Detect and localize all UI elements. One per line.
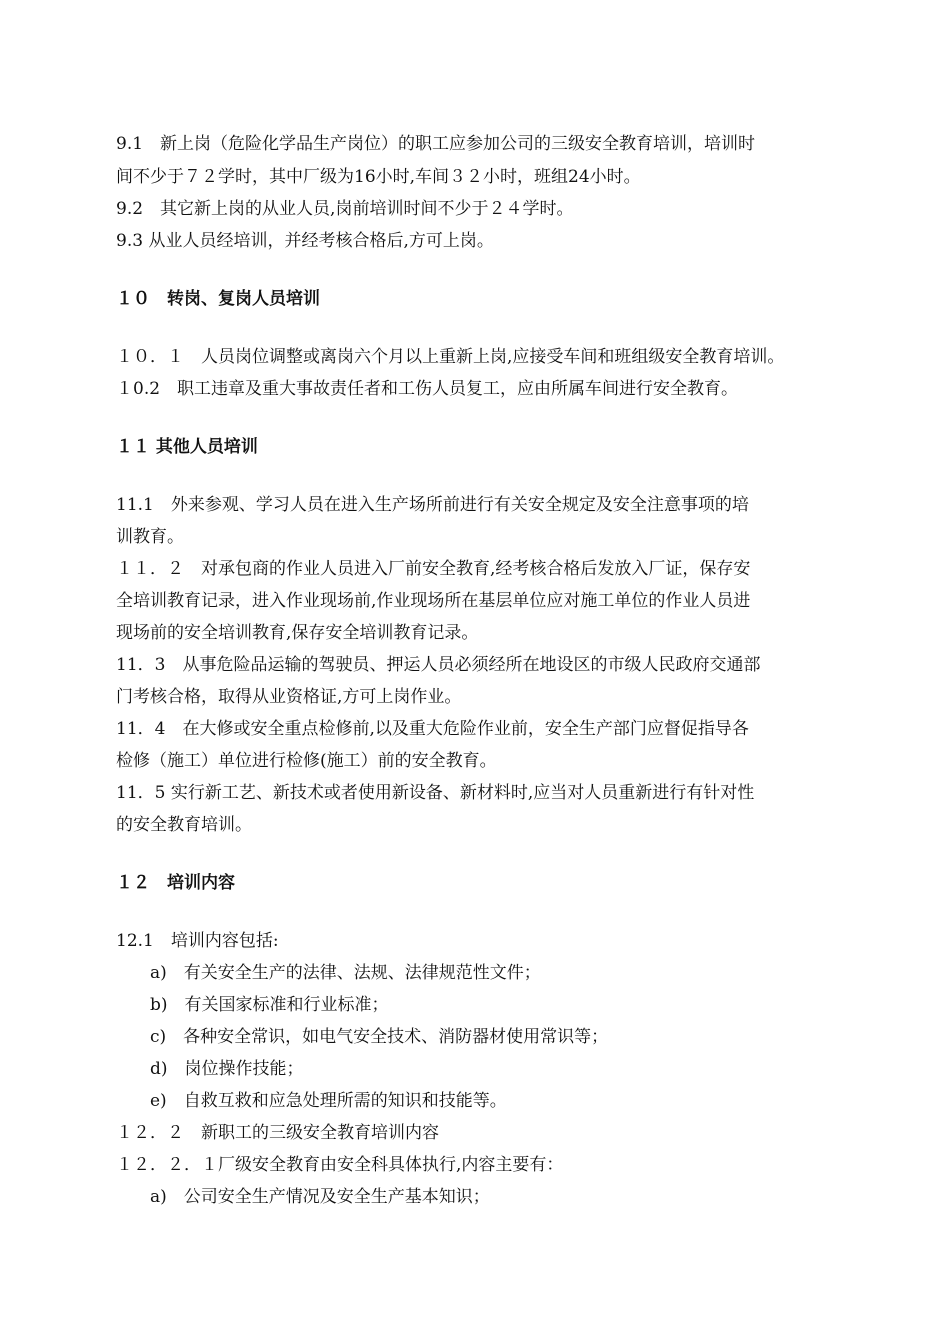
clause-11-5-line-2: 的安全教育培训。 bbox=[116, 815, 252, 835]
clause-11-2-line-1: １１．２ 对承包商的作业人员进入厂前安全教育,经考核合格后发放入厂证，保存安 bbox=[116, 559, 751, 579]
clause-9-3: 9.3 从业人员经培训，并经考核合格后,方可上岗。 bbox=[116, 231, 494, 251]
list-item-b: b) 有关国家标准和行业标准； bbox=[150, 995, 389, 1015]
clause-11-3-line-1: 11．3 从事危险品运输的驾驶员、押运人员必须经所在地设区的市级人民政府交通部 bbox=[116, 655, 761, 675]
clause-10-2: １0.2 职工违章及重大事故责任者和工伤人员复工，应由所属车间进行安全教育。 bbox=[116, 379, 739, 399]
clause-11-4-line-2: 检修（施工）单位进行检修(施工）前的安全教育。 bbox=[116, 751, 497, 771]
clause-9-1-line-1: 9.1 新上岗（危险化学品生产岗位）的职工应参加公司的三级安全教育培训，培训时 bbox=[116, 134, 756, 154]
section-11-heading: １１ 其他人员培训 bbox=[116, 437, 258, 457]
list-item-e: e) 自救互救和应急处理所需的知识和技能等。 bbox=[150, 1091, 507, 1111]
clause-11-2-line-2: 全培训教育记录，进入作业现场前,作业现场所在基层单位应对施工单位的作业人员进 bbox=[116, 591, 751, 611]
clause-12-2-1: １２．２．１厂级安全教育由安全科具体执行,内容主要有： bbox=[116, 1155, 564, 1175]
clause-9-2: 9.2 其它新上岗的从业人员,岗前培训时间不少于２４学时。 bbox=[116, 199, 574, 219]
section-12-heading: １２ 培训内容 bbox=[116, 873, 235, 893]
list-item-a: a) 有关安全生产的法律、法规、法律规范性文件； bbox=[150, 963, 541, 983]
section-10-heading: １０ 转岗、复岗人员培训 bbox=[116, 289, 320, 309]
clause-11-2-line-3: 现场前的安全培训教育,保存安全培训教育记录。 bbox=[116, 623, 479, 643]
clause-12-2: １２．２ 新职工的三级安全教育培训内容 bbox=[116, 1123, 439, 1143]
clause-11-1-line-2: 训教育。 bbox=[116, 527, 184, 547]
clause-11-3-line-2: 门考核合格，取得从业资格证,方可上岗作业。 bbox=[116, 687, 462, 707]
list-item-d: d) 岗位操作技能； bbox=[150, 1059, 304, 1079]
list-item-a-factory: a) 公司安全生产情况及安全生产基本知识； bbox=[150, 1187, 490, 1207]
clause-12-1: 12.1 培训内容包括: bbox=[116, 931, 279, 951]
clause-11-5-line-1: 11．5 实行新工艺、新技术或者使用新设备、新材料时,应当对人员重新进行有针对性 bbox=[116, 783, 755, 803]
clause-9-1-line-2: 间不少于７２学时，其中厂级为16小时,车间３２小时，班组24小时。 bbox=[116, 167, 641, 187]
list-item-c: c) 各种安全常识，如电气安全技术、消防器材使用常识等； bbox=[150, 1027, 609, 1047]
clause-11-1-line-1: 11.1 外来参观、学习人员在进入生产场所前进行有关安全规定及安全注意事项的培 bbox=[116, 495, 749, 515]
clause-11-4-line-1: 11．4 在大修或安全重点检修前,以及重大危险作业前，安全生产部门应督促指导各 bbox=[116, 719, 749, 739]
clause-10-1: １０．１ 人员岗位调整或离岗六个月以上重新上岗,应接受车间和班组级安全教育培训。 bbox=[116, 347, 785, 367]
